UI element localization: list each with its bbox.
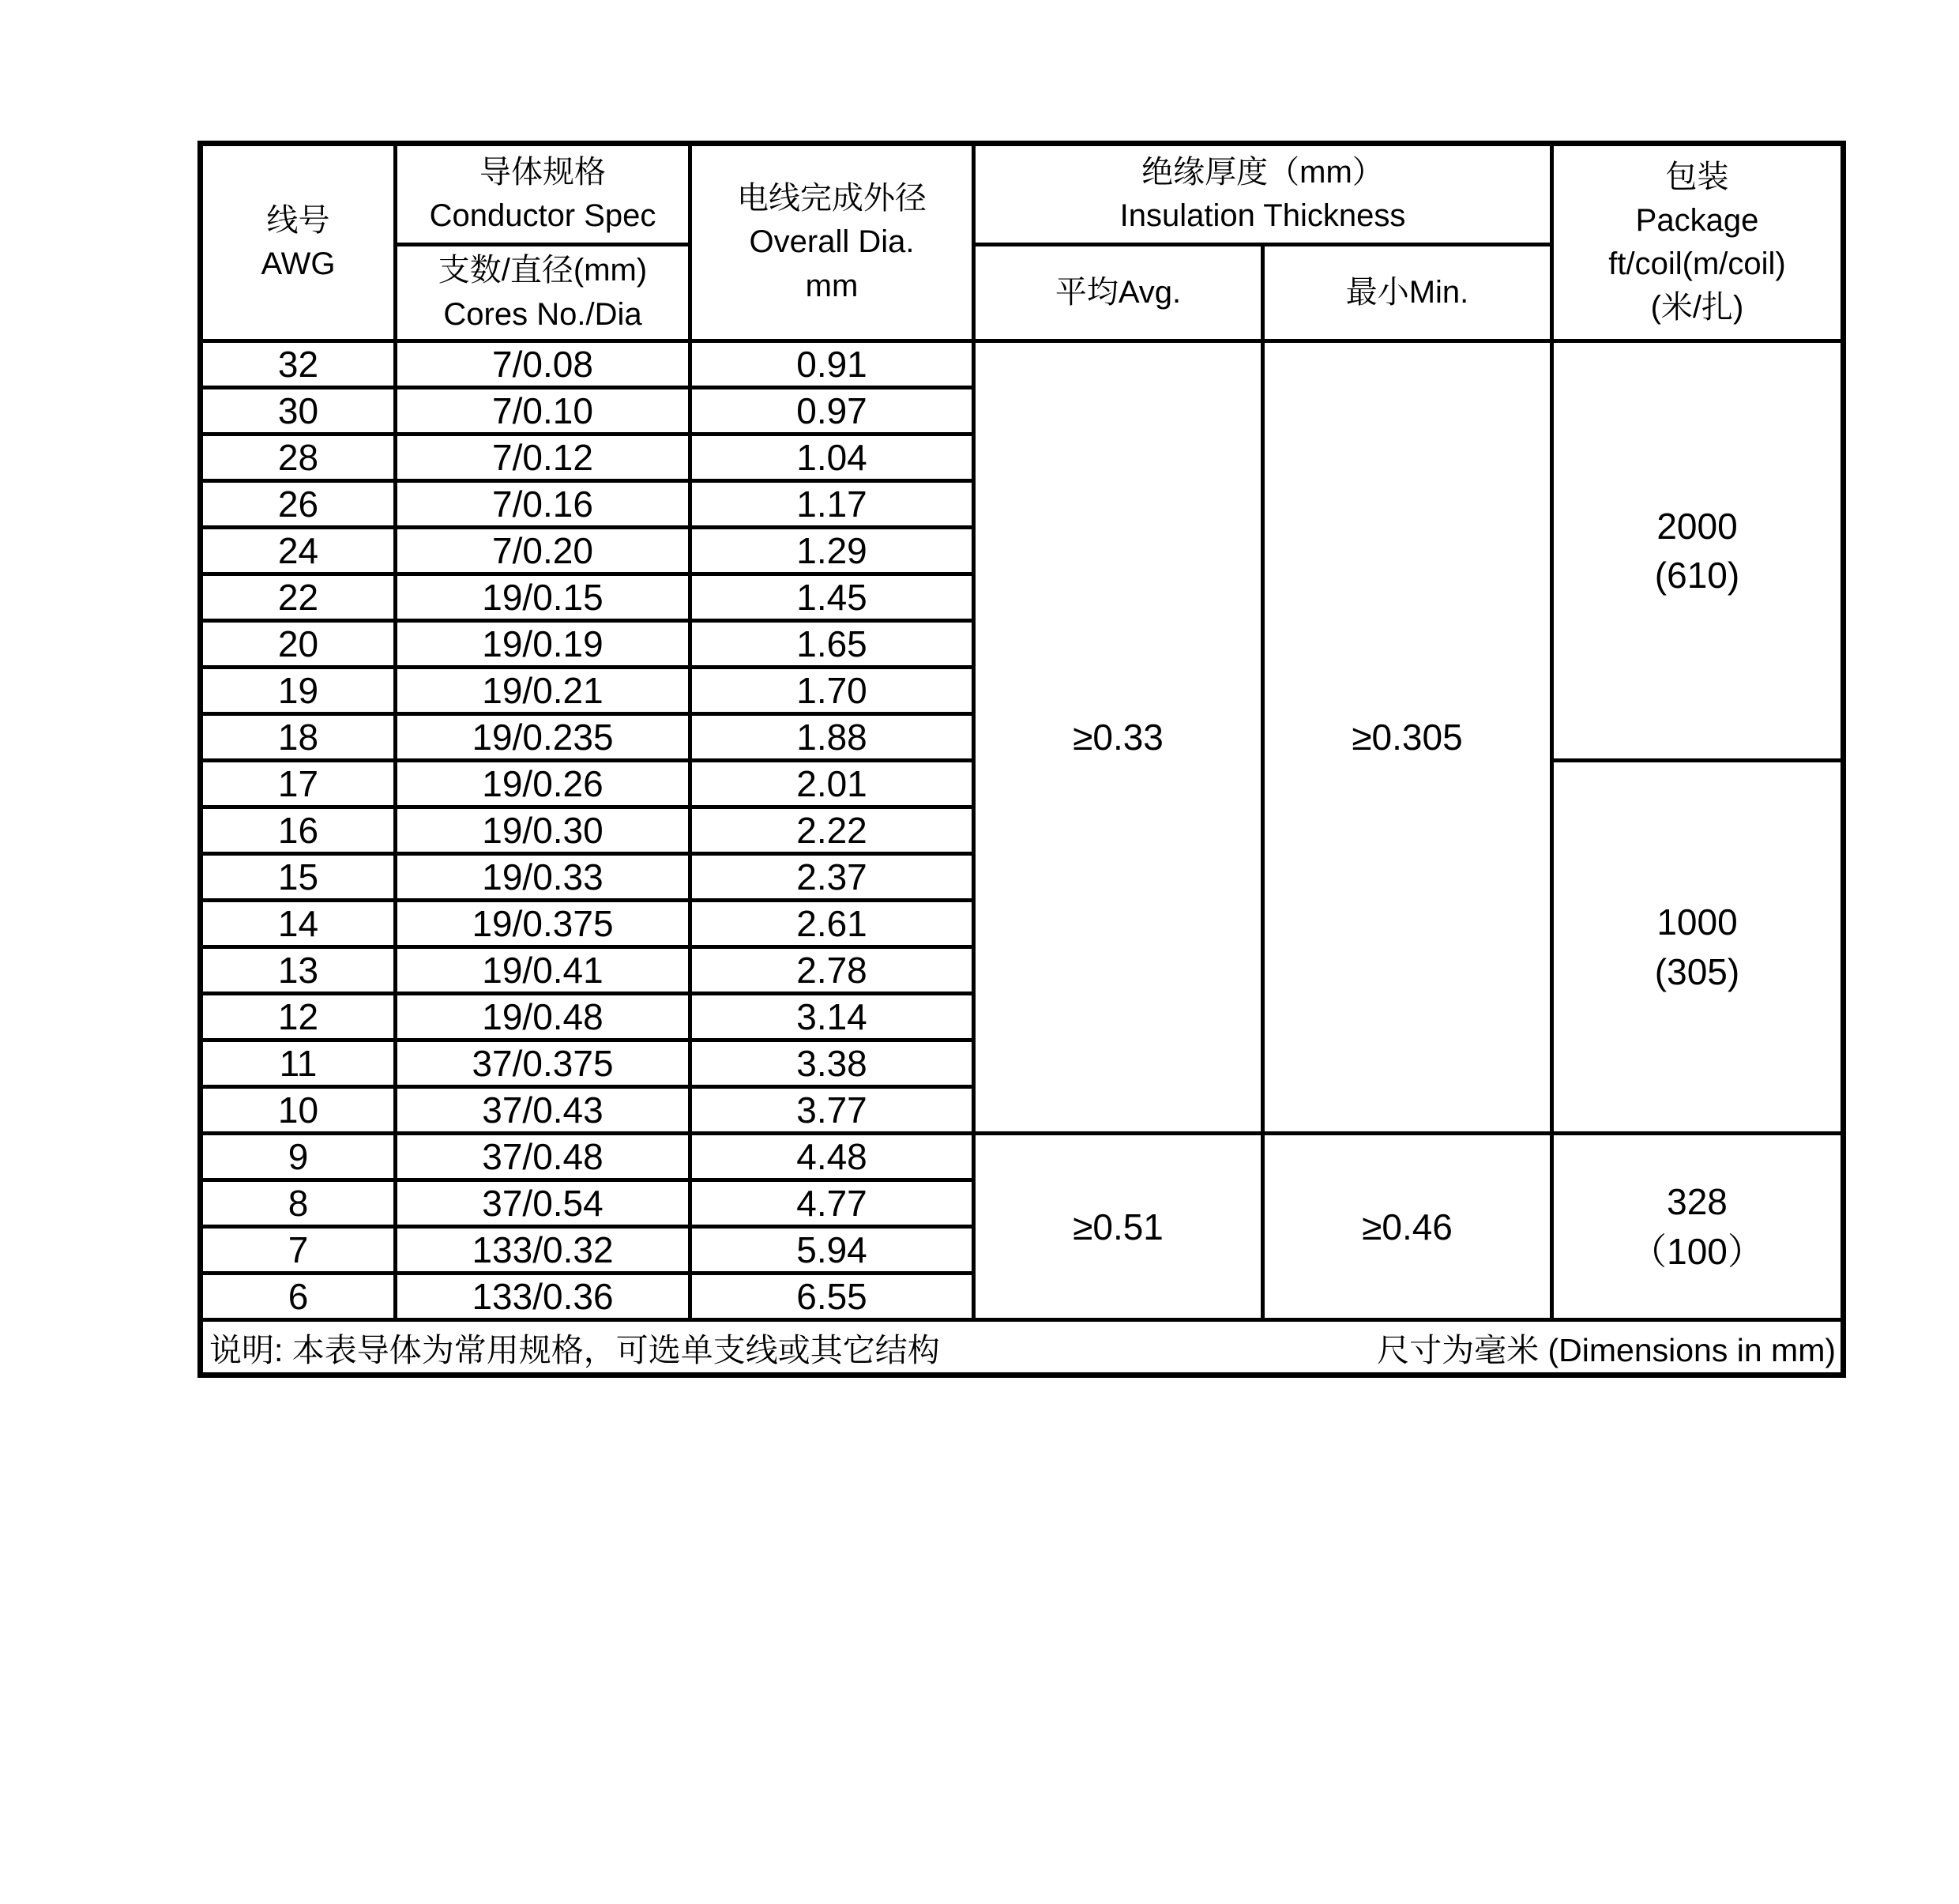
header-awg bbox=[201, 144, 396, 341]
insulation-min-group-2: ≥0.46 bbox=[1263, 1134, 1552, 1320]
package-group-2 bbox=[1552, 761, 1844, 1134]
dia-cell: 2.61 bbox=[690, 901, 974, 947]
spec-cell: 19/0.21 bbox=[396, 668, 690, 714]
awg-cell: 16 bbox=[201, 807, 396, 854]
spec-cell: 133/0.36 bbox=[396, 1274, 690, 1320]
header-overall-unit: mm bbox=[805, 268, 859, 303]
dia-cell: 0.97 bbox=[690, 388, 974, 435]
dia-cell: 1.29 bbox=[690, 528, 974, 574]
spec-cell: 7/0.20 bbox=[396, 528, 690, 574]
awg-cell: 14 bbox=[201, 901, 396, 947]
dia-cell: 2.22 bbox=[690, 807, 974, 854]
spec-cell: 19/0.15 bbox=[396, 574, 690, 621]
header-conductor-en: Conductor Spec bbox=[429, 198, 656, 233]
wire-spec-sheet bbox=[197, 141, 1846, 1378]
table-row bbox=[201, 341, 1844, 388]
insulation-avg-group-2: ≥0.51 bbox=[974, 1134, 1263, 1320]
spec-cell: 19/0.48 bbox=[396, 994, 690, 1040]
awg-cell: 7 bbox=[201, 1227, 396, 1274]
header-insulation-cn: 绝缘厚度（mm） bbox=[1141, 154, 1384, 190]
header-overall-cn: 电线完成外径 bbox=[737, 181, 927, 216]
header-package-unit-cn: (米/扎) bbox=[1650, 290, 1744, 325]
dia-cell: 3.14 bbox=[690, 994, 974, 1040]
spec-cell: 7/0.12 bbox=[396, 435, 690, 481]
insulation-min-group-1: ≥0.305 bbox=[1263, 341, 1552, 1134]
awg-cell: 17 bbox=[201, 761, 396, 807]
header-package-cn: 包装 bbox=[1665, 159, 1729, 194]
package-group-1 bbox=[1552, 341, 1844, 761]
header-package-unit: ft/coil(m/coil) bbox=[1608, 246, 1786, 281]
dia-cell: 3.77 bbox=[690, 1087, 974, 1134]
wire-spec-table bbox=[197, 141, 1846, 1378]
awg-cell: 22 bbox=[201, 574, 396, 621]
awg-cell: 15 bbox=[201, 854, 396, 901]
awg-cell: 11 bbox=[201, 1040, 396, 1087]
spec-cell: 7/0.08 bbox=[396, 341, 690, 388]
spec-cell: 19/0.30 bbox=[396, 807, 690, 854]
note-right-text: 尺寸为毫米 (Dimensions in mm) bbox=[1377, 1331, 1836, 1368]
awg-cell: 18 bbox=[201, 714, 396, 761]
awg-cell: 19 bbox=[201, 668, 396, 714]
package-qty-metric: （100） bbox=[1630, 1230, 1764, 1272]
header-awg-cn: 线号 bbox=[266, 202, 330, 238]
dia-cell: 4.77 bbox=[690, 1180, 974, 1227]
header-row-1 bbox=[201, 144, 1844, 245]
header-min: 最小Min. bbox=[1263, 245, 1552, 341]
awg-cell: 13 bbox=[201, 947, 396, 994]
package-qty: 2000 bbox=[1656, 505, 1738, 547]
dia-cell: 1.17 bbox=[690, 481, 974, 528]
note-left-text: 说明: 本表导体为常用规格，可选单支线或其它结构 bbox=[209, 1331, 940, 1368]
note-row bbox=[201, 1320, 1844, 1375]
spec-cell: 37/0.43 bbox=[396, 1087, 690, 1134]
awg-cell: 6 bbox=[201, 1274, 396, 1320]
package-group-3 bbox=[1552, 1134, 1844, 1320]
dia-cell: 4.48 bbox=[690, 1134, 974, 1180]
awg-cell: 9 bbox=[201, 1134, 396, 1180]
dia-cell: 3.38 bbox=[690, 1040, 974, 1087]
insulation-avg-group-1: ≥0.33 bbox=[974, 341, 1263, 1134]
spec-cell: 7/0.10 bbox=[396, 388, 690, 435]
dia-cell: 1.04 bbox=[690, 435, 974, 481]
awg-cell: 30 bbox=[201, 388, 396, 435]
spec-cell: 19/0.19 bbox=[396, 621, 690, 668]
header-awg-en: AWG bbox=[261, 246, 336, 281]
dia-cell: 6.55 bbox=[690, 1274, 974, 1320]
spec-cell: 37/0.375 bbox=[396, 1040, 690, 1087]
spec-cell: 133/0.32 bbox=[396, 1227, 690, 1274]
header-cores bbox=[396, 245, 690, 341]
awg-cell: 8 bbox=[201, 1180, 396, 1227]
header-avg: 平均Avg. bbox=[974, 245, 1263, 341]
awg-cell: 26 bbox=[201, 481, 396, 528]
header-cores-cn: 支数/直径(mm) bbox=[438, 253, 648, 288]
dia-cell: 1.45 bbox=[690, 574, 974, 621]
header-package-en: Package bbox=[1635, 202, 1759, 238]
header-insulation-en: Insulation Thickness bbox=[1119, 198, 1406, 233]
dia-cell: 2.01 bbox=[690, 761, 974, 807]
spec-cell: 37/0.48 bbox=[396, 1134, 690, 1180]
awg-cell: 12 bbox=[201, 994, 396, 1040]
header-insulation bbox=[974, 144, 1552, 245]
header-overall-en: Overall Dia. bbox=[749, 224, 915, 260]
spec-cell: 19/0.235 bbox=[396, 714, 690, 761]
dia-cell: 1.65 bbox=[690, 621, 974, 668]
awg-cell: 20 bbox=[201, 621, 396, 668]
awg-cell: 24 bbox=[201, 528, 396, 574]
header-conductor-cn: 导体规格 bbox=[479, 154, 606, 190]
spec-cell: 19/0.26 bbox=[396, 761, 690, 807]
package-qty-metric: (305) bbox=[1654, 950, 1740, 992]
header-conductor-spec bbox=[396, 144, 690, 245]
spec-cell: 19/0.375 bbox=[396, 901, 690, 947]
dia-cell: 0.91 bbox=[690, 341, 974, 388]
dia-cell: 5.94 bbox=[690, 1227, 974, 1274]
note-content bbox=[203, 1324, 1841, 1371]
header-cores-en: Cores No./Dia bbox=[443, 296, 642, 332]
spec-cell: 19/0.33 bbox=[396, 854, 690, 901]
dia-cell: 1.88 bbox=[690, 714, 974, 761]
spec-cell: 19/0.41 bbox=[396, 947, 690, 994]
spec-cell: 7/0.16 bbox=[396, 481, 690, 528]
header-package bbox=[1552, 144, 1844, 341]
dia-cell: 1.70 bbox=[690, 668, 974, 714]
dia-cell: 2.78 bbox=[690, 947, 974, 994]
package-qty: 1000 bbox=[1656, 901, 1738, 943]
awg-cell: 28 bbox=[201, 435, 396, 481]
header-overall-dia bbox=[690, 144, 974, 341]
table-row bbox=[201, 1134, 1844, 1180]
awg-cell: 10 bbox=[201, 1087, 396, 1134]
package-qty-metric: (610) bbox=[1654, 555, 1740, 596]
package-qty: 328 bbox=[1667, 1181, 1728, 1223]
note-cell bbox=[201, 1320, 1844, 1375]
spec-cell: 37/0.54 bbox=[396, 1180, 690, 1227]
awg-cell: 32 bbox=[201, 341, 396, 388]
dia-cell: 2.37 bbox=[690, 854, 974, 901]
